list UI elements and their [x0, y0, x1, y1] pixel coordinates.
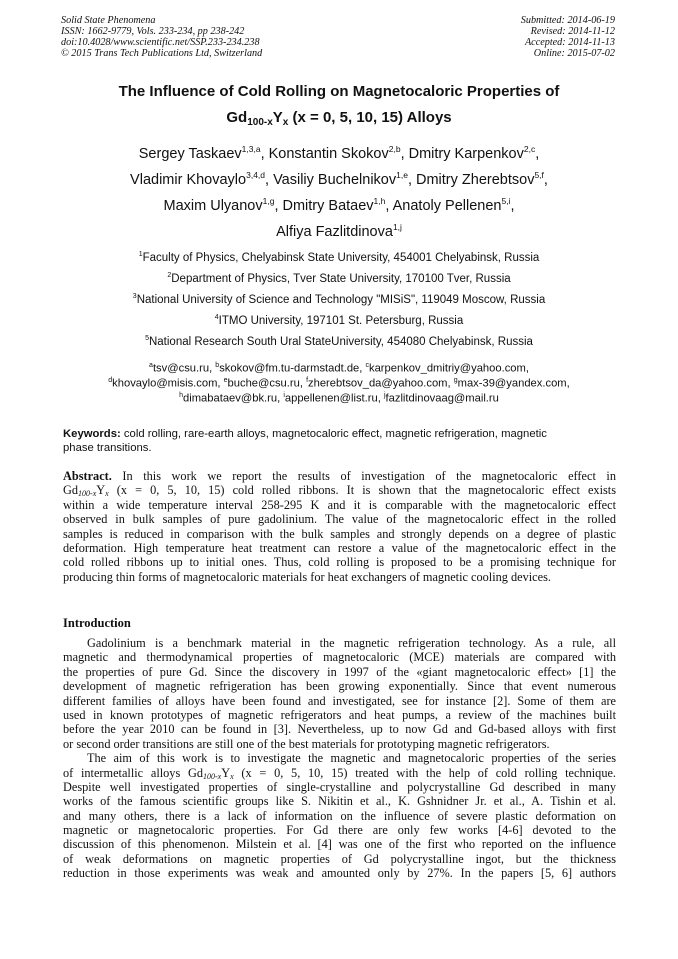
submitted-date: Submitted: 2014-06-19: [520, 15, 615, 26]
dates-info: [521, 15, 615, 59]
affiliation: $^2$Department of Physics, Tver State University, 170100 Tver, Russia: [167, 272, 511, 285]
revised-date: Revised: 2014-11-12: [530, 26, 615, 37]
doi-line: doi:10.4028/www.scientific.net/SSP.233-234.238: [61, 37, 260, 48]
author-line: Maxim Ulyanov$^{1,g}$, Dmitry Bataev$^{1,h}$, Anatoly Pellenen$^{5,i}$,: [163, 196, 515, 214]
copyright-line: © 2015 Trans Tech Publications Ltd, Switzerland: [61, 48, 263, 59]
email-line: $^a$tsv@csu.ru, $^b$skokov@fm.tu-darmstadt.de, $^c$karpenkov_dmitriy@yahoo.com,: [149, 362, 529, 375]
author-list: [40, 136, 638, 240]
abstract-paragraph: Abstract. In this work we report the results of investigation of the magnetocaloric effect in Gd100-xYx (x = 0, 5, 10, 15) cold rolled ribbons. It is shown that the magnetocaloric effect exists within a wide temperature interval 258-295 K and it is comparable with the magnetocaloric effect observed in bulk samples of pure gadolinium. The value of the magnetocaloric effect in the rolled samples is reduced in comparison with the bulk samples and strongly depends on a degree of plastic deformation. High temperature heat treatment can restore a value of the magnetocaloric effect in the cold rolled ribbons up to initial ones. Thus, cold rolling is proposed to be a promising technique for producing thin forms of magnetocaloric materials for heat exchangers of magnetic cooling devices.: [63, 469, 616, 584]
email-line: $^h$dimabataev@bk.ru, $^i$appellenen@list.ru, $^j$fazlitdinovaag@mail.ru: [179, 392, 499, 405]
author-line: Alfiya Fazlitdinova$^{1,j}$: [276, 222, 402, 240]
keywords-text: cold rolling, rare-earth alloys, magnetocaloric effect, magnetic refrigeration, magnetic: [120, 428, 547, 440]
accepted-date: Accepted: 2014-11-13: [524, 37, 615, 48]
abstract-label: Abstract.: [63, 469, 112, 483]
introduction-text: Gadolinium is a benchmark material in the magnetic refrigeration technology. As a rule, all magnetic and thermodynamical properties of magnetocaloric (MCE) materials are compared with the properties of pure Gd. Since the discovery in 1997 of the «giant magnetocaloric effect» [1] the development of magnetic refrigeration has been growing exponentially. Since that event numerous different families of alloys have been found and investigated, see for instance [2]. Some of them are used in known prototypes of magnetic refrigerators and heat pumps, a review of the machines built before the year 2010 can be found in [3]. Nevertheless, up to now Gd and Gd-based alloys with first or second order transitions are still one of the best materials for prototyping magnetic refrigerators. The aim of this work is to investigate the magnetic and magnetocaloric properties of the series of intermetallic alloys Gd100-xYx (x = 0, 5, 10, 15) treated with the help of cold rolling technique. Despite well investigated properties of single-crystalline and polycrystalline Gd described in many works of the famous scientific groups like S. Nikitin et al., K. Gshnidner Jr. et al., A. Tishin et al. and many others, there is a lack of information on the influence of severe plastic deformation on magnetic or magnetocaloric properties. For Gd there are only few works [4-6] devoted to the discussion of this phenomenon. Milstein et al. [4] was one of the first who reported on the influence of weak deformations on magnetic properties of Gd polycrystalline ingot, but the thickness reduction in those experiments was weak and amounted only by 27%. In the papers [5, 6] authors: [63, 636, 617, 881]
affiliation: $^1$Faculty of Physics, Chelyabinsk State University, 454001 Chelyabinsk, Russia: [138, 251, 540, 264]
affiliation-list: [40, 244, 638, 349]
email-line: $^d$khovaylo@misis.com, $^e$buche@csu.ru, $^f$zherebtsov_da@yahoo.com, $^g$max-39@yandex.com,: [108, 377, 570, 390]
section-heading: Introduction: [63, 616, 131, 630]
keywords-block: [63, 427, 616, 455]
email-list: [40, 358, 638, 403]
author-line: Vladimir Khovaylo$^{3,4,d}$, Vasiliy Buchelnikov$^{1,e}$, Dmitry Zherebtsov$^{5,f}$,: [130, 170, 548, 188]
affiliation: $^4$ITMO University, 197101 St. Petersburg, Russia: [214, 314, 464, 327]
affiliation: $^3$National University of Science and Technology "MISiS", 119049 Moscow, Russia: [132, 293, 546, 306]
author-line: Sergey Taskaev$^{1,3,a}$, Konstantin Skokov$^{2,b}$, Dmitry Karpenkov$^{2,c}$,: [138, 144, 540, 162]
keywords-label: Keywords:: [63, 428, 121, 440]
paper-title-line-2: $Gd_{100-x}Y_x$ (x = 0, 5, 10, 15) Alloys: [226, 109, 452, 128]
journal-name: Solid State Phenomena: [61, 15, 156, 26]
issn-line: ISSN: 1662-9779, Vols. 233-234, pp 238-242: [61, 26, 245, 37]
journal-info: [61, 15, 262, 59]
keywords-text: phase transitions.: [63, 442, 152, 454]
online-date: Online: 2015-07-02: [533, 48, 615, 59]
affiliation: $^5$National Research South Ural StateUniversity, 454080 Chelyabinsk, Russia: [145, 335, 533, 348]
paper-title-line-1: The Influence of Cold Rolling on Magnetocaloric Properties of: [118, 83, 560, 100]
